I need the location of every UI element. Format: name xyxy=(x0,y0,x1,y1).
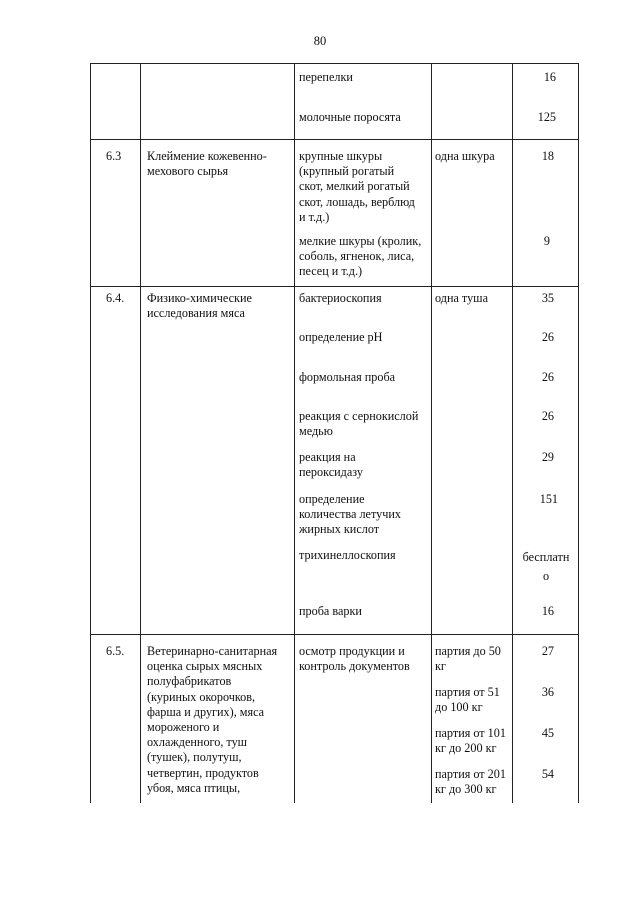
item-unit: партия от 201 кг до 300 кг xyxy=(435,767,506,797)
item-price: 35 xyxy=(541,291,554,305)
table-border-right xyxy=(578,63,579,803)
item-price: 54 xyxy=(541,767,554,781)
row-number: 6.3 xyxy=(106,149,122,163)
row-divider xyxy=(90,286,579,287)
row-name: Клеймение кожевенно- мехового сырья xyxy=(147,149,267,179)
column-divider-4 xyxy=(512,63,513,803)
column-divider-2 xyxy=(294,63,295,803)
item-description: определение количества летучих жирных кислот xyxy=(299,492,401,537)
item-description: определение рН xyxy=(299,330,383,344)
item-description: проба варки xyxy=(299,604,362,618)
item-description: мелкие шкуры (кролик, соболь, ягненок, лиса, песец и т.д.) xyxy=(299,234,422,279)
item-description: крупные шкуры (крупный рогатый скот, мелкий рогатый скот, лошадь, верблюд и т.д.) xyxy=(299,149,415,224)
item-price: 27 xyxy=(541,644,554,658)
item-unit: партия от 101 кг до 200 кг xyxy=(435,726,506,756)
item-description: бактериоскопия xyxy=(299,291,382,305)
item-description: трихинеллоскопия xyxy=(299,548,396,562)
column-divider-1 xyxy=(140,63,141,803)
item-price: 45 xyxy=(541,726,554,740)
item-price: 16 xyxy=(543,70,556,84)
item-description: реакция с сернокислой медью xyxy=(299,409,419,439)
item-price: 26 xyxy=(541,370,554,384)
item-description: формольная проба xyxy=(299,370,396,384)
table-border-top xyxy=(90,63,579,64)
item-price: 16 xyxy=(541,604,554,618)
item-price: 26 xyxy=(541,409,554,423)
item-unit: одна туша xyxy=(435,291,488,305)
row-divider xyxy=(90,634,579,635)
table-border-left xyxy=(90,63,91,803)
row-number: 6.4. xyxy=(106,291,125,305)
item-description: осмотр продукции и контроль документов xyxy=(299,644,410,674)
item-price: 9 xyxy=(543,234,550,248)
row-divider xyxy=(90,139,579,140)
row-number: 6.5. xyxy=(106,644,125,658)
item-description: реакция на пероксидазу xyxy=(299,450,363,480)
column-divider-3 xyxy=(431,63,432,803)
item-description: молочные поросята xyxy=(299,110,401,124)
item-unit: одна шкура xyxy=(435,149,495,163)
row-name: Ветеринарно-санитарная оценка сырых мясных полуфабрикатов (куриных окорочков, фарша и других), мяса мороженого и охлажденного, туш (тушек), полутуш, четвертин, продуктов убоя, мяса птицы, xyxy=(147,644,278,795)
item-unit: партия от 51 до 100 кг xyxy=(435,685,500,715)
item-price: 26 xyxy=(541,330,554,344)
item-price: 29 xyxy=(541,450,554,464)
item-price: 151 xyxy=(539,492,558,506)
row-name: Физико-химические исследования мяса xyxy=(147,291,252,321)
page-number: 80 xyxy=(313,34,327,48)
item-price: 125 xyxy=(537,110,556,124)
item-price: 36 xyxy=(541,685,554,699)
item-description: перепелки xyxy=(299,70,353,84)
item-price: 18 xyxy=(541,149,554,163)
item-price: бесплатн о xyxy=(522,550,570,583)
item-unit: партия до 50 кг xyxy=(435,644,501,674)
